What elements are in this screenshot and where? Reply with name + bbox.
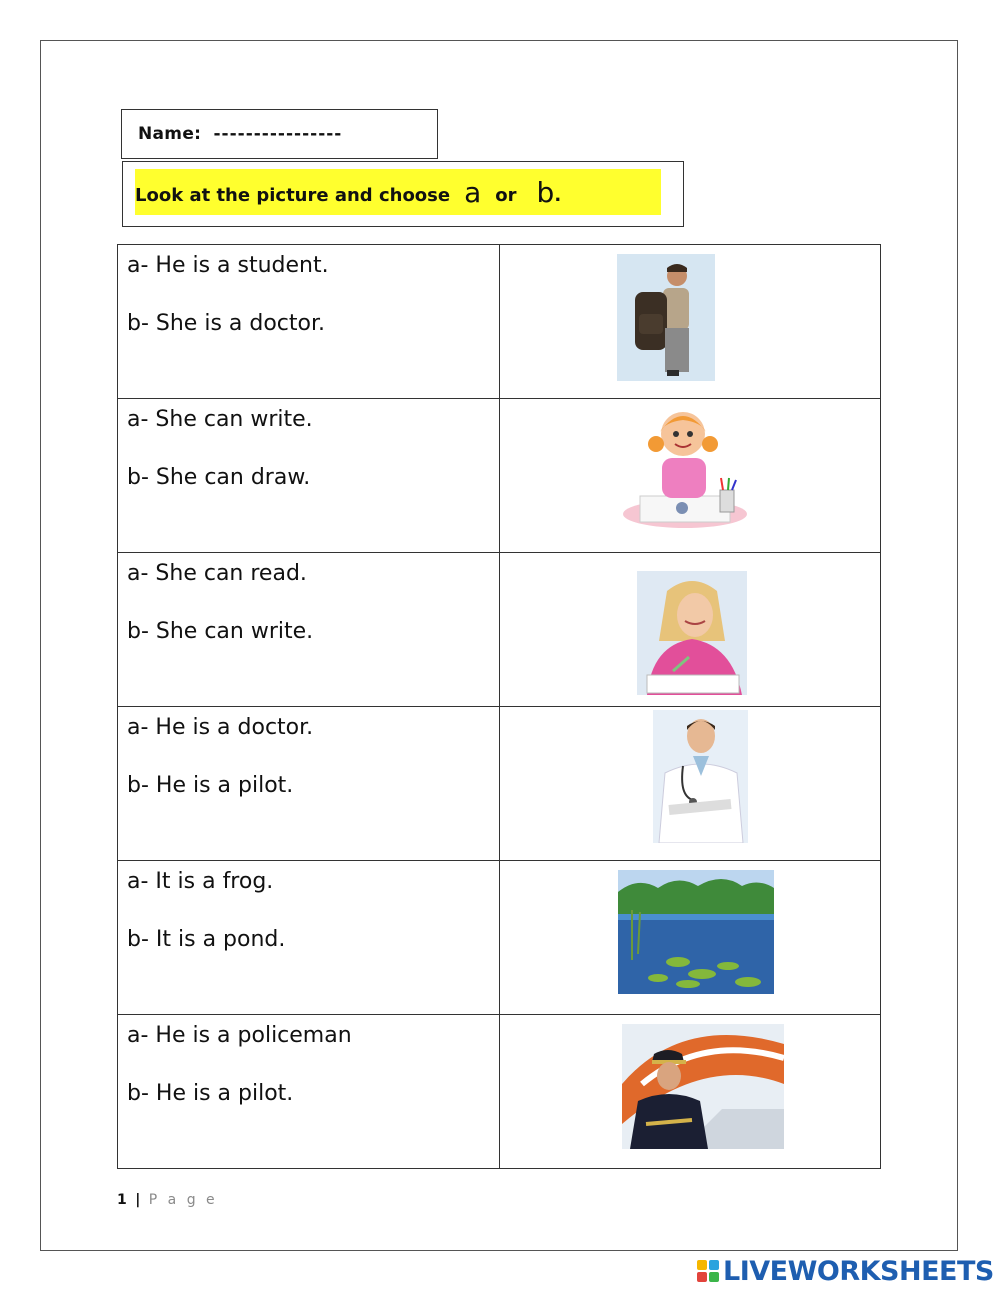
table-row: [118, 245, 881, 399]
table-row: [118, 553, 881, 707]
worksheet-table: [117, 244, 881, 1169]
option-b[interactable]: b- It is a pond.: [127, 927, 286, 952]
option-a[interactable]: a- He is a doctor.: [127, 715, 314, 740]
table-row: [118, 399, 881, 553]
option-b[interactable]: b- She can draw.: [127, 465, 311, 490]
picture-cell: [500, 553, 881, 707]
options-cell: [118, 1015, 500, 1169]
name-label: Name:: [138, 124, 202, 144]
option-a[interactable]: a- He is a policeman: [127, 1023, 352, 1048]
option-b[interactable]: b- She can write.: [127, 619, 314, 644]
page-number: 1: [117, 1192, 127, 1208]
options-cell: [118, 399, 500, 553]
option-a[interactable]: a- It is a frog.: [127, 869, 274, 894]
girl-drawing-image: [620, 404, 750, 532]
table-row: [118, 1015, 881, 1169]
instruction-option-a: a: [464, 176, 482, 209]
girl-writing-image: [637, 571, 747, 695]
picture-cell: [500, 707, 881, 861]
instruction-text: [135, 176, 561, 209]
option-a[interactable]: a- She can read.: [127, 561, 307, 586]
options-cell: [118, 707, 500, 861]
table-row: [118, 861, 881, 1015]
options-cell: [118, 553, 500, 707]
option-a[interactable]: a- She can write.: [127, 407, 313, 432]
instruction-or: or: [495, 185, 517, 206]
page-footer: [117, 1192, 218, 1208]
option-a[interactable]: a- He is a student.: [127, 253, 329, 278]
picture-cell: [500, 861, 881, 1015]
brand-name: LIVEWORKSHEETS: [723, 1255, 994, 1287]
option-b[interactable]: b- He is a pilot.: [127, 773, 294, 798]
instruction-end: .: [554, 185, 562, 206]
picture-cell: [500, 245, 881, 399]
picture-cell: [500, 399, 881, 553]
instruction-box: [122, 161, 684, 227]
pilot-image: [622, 1024, 784, 1149]
picture-cell: [500, 1015, 881, 1169]
name-box: [121, 109, 438, 159]
option-b[interactable]: b- She is a doctor.: [127, 311, 325, 336]
instruction-label: Look at the picture and choose: [135, 185, 451, 206]
pond-image: [618, 870, 774, 994]
page-word: P a g e: [148, 1192, 218, 1208]
footer-separator: |: [135, 1192, 141, 1208]
table-row: [118, 707, 881, 861]
name-blank: ----------------: [213, 124, 343, 144]
student-image: [617, 254, 715, 381]
options-cell: [118, 245, 500, 399]
options-cell: [118, 861, 500, 1015]
doctor-image: [653, 710, 748, 843]
liveworksheets-logo-icon: [697, 1260, 719, 1282]
option-b[interactable]: b- He is a pilot.: [127, 1081, 294, 1106]
brand[interactable]: [697, 1256, 994, 1286]
instruction-option-b: b: [536, 176, 555, 209]
